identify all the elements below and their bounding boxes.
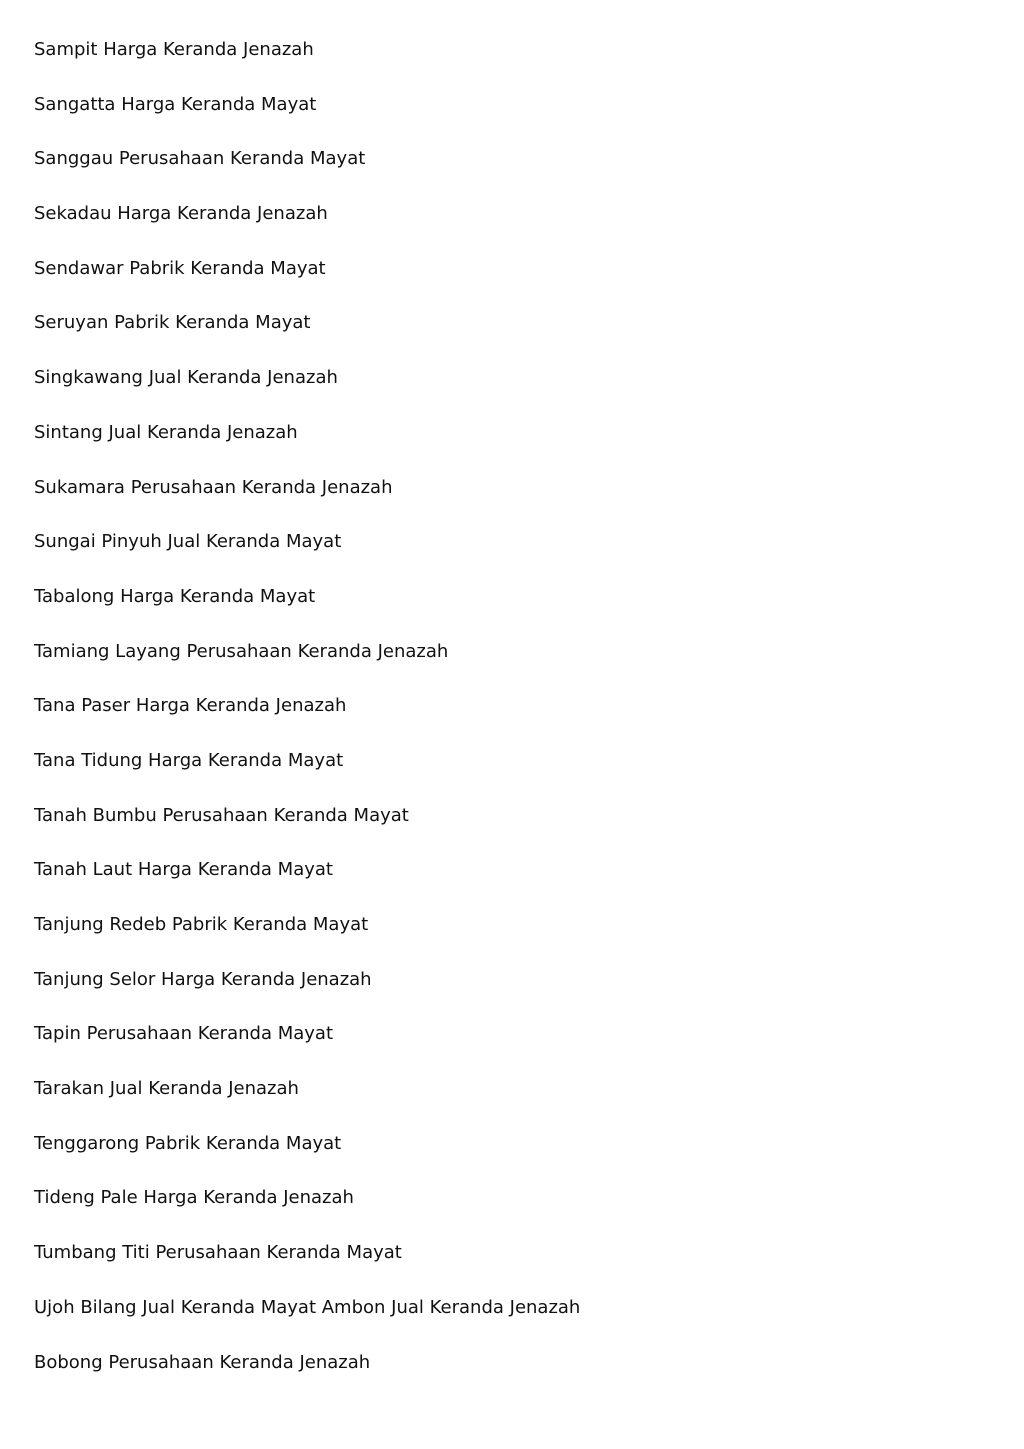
text-line: Tumbang Titi Perusahaan Keranda Mayat [34,1242,402,1264]
text-line: Seruyan Pabrik Keranda Mayat [34,312,311,334]
text-line: Tideng Pale Harga Keranda Jenazah [34,1187,354,1209]
text-line: Sungai Pinyuh Jual Keranda Mayat [34,531,342,553]
text-line: Tana Tidung Harga Keranda Mayat [34,749,344,771]
text-line: Tanah Bumbu Perusahaan Keranda Mayat [34,804,409,826]
text-line: Ujoh Bilang Jual Keranda Mayat Ambon Jual Keranda Jenazah [34,1296,581,1318]
text-line: Tamiang Layang Perusahaan Keranda Jenazah [34,640,449,662]
text-line: Tanjung Selor Harga Keranda Jenazah [34,968,372,990]
text-line: Sendawar Pabrik Keranda Mayat [34,257,326,279]
text-line: Sukamara Perusahaan Keranda Jenazah [34,476,393,498]
text-line: Tanah Laut Harga Keranda Mayat [34,859,333,881]
text-line: Sangatta Harga Keranda Mayat [34,93,317,115]
text-line: Tenggarong Pabrik Keranda Mayat [34,1132,342,1154]
text-line: Sintang Jual Keranda Jenazah [34,421,298,443]
document-body [34,37,994,1404]
text-line: Sekadau Harga Keranda Jenazah [34,203,328,225]
text-line: Sampit Harga Keranda Jenazah [34,39,314,60]
text-line: Singkawang Jual Keranda Jenazah [34,367,338,389]
text-line: Tabalong Harga Keranda Mayat [34,585,316,607]
text-line: Tana Paser Harga Keranda Jenazah [34,695,347,717]
text-line: Sanggau Perusahaan Keranda Mayat [34,148,366,170]
text-line: Tarakan Jual Keranda Jenazah [34,1078,299,1100]
text-line: Tapin Perusahaan Keranda Mayat [34,1023,334,1045]
text-line: Bobong Perusahaan Keranda Jenazah [34,1351,371,1373]
text-line: Tanjung Redeb Pabrik Keranda Mayat [34,914,369,935]
